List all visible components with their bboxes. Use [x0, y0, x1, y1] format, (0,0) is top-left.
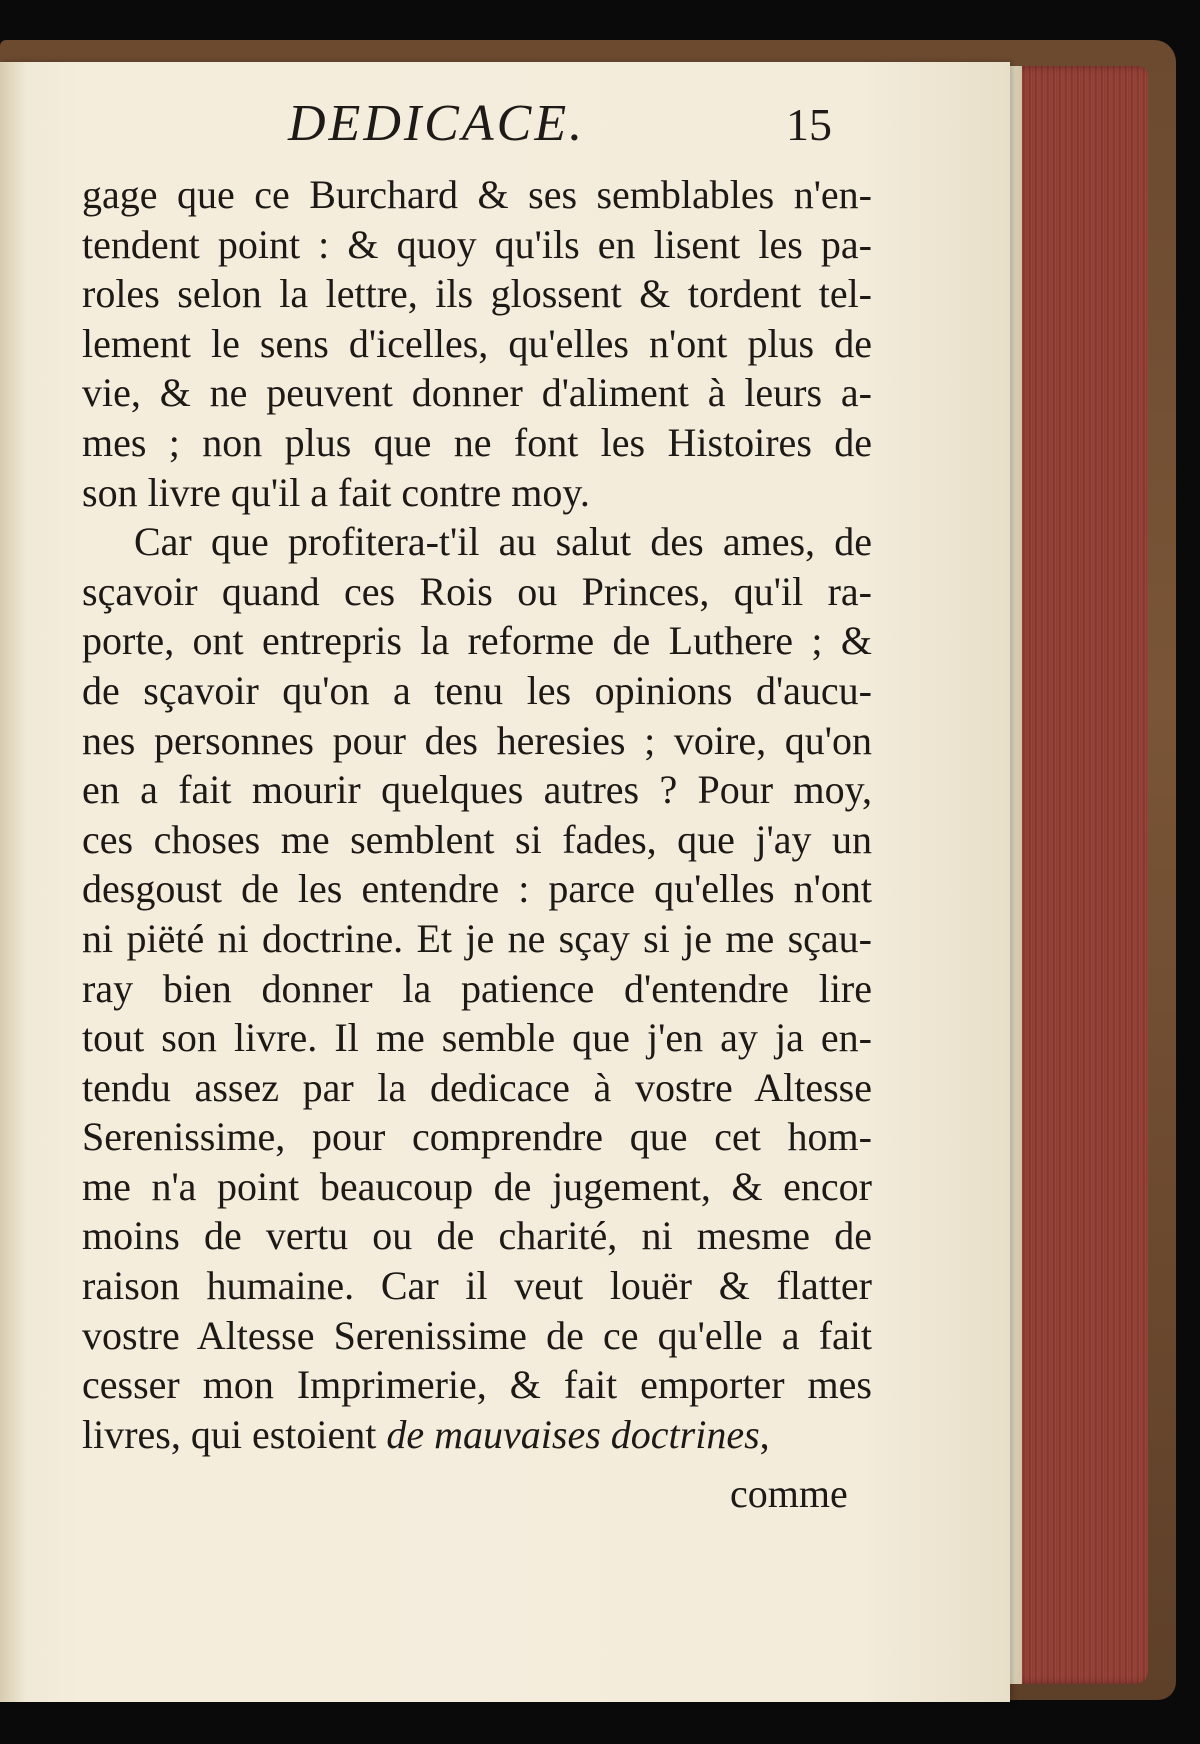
page-edges: [1008, 66, 1148, 1684]
text-line: tout son livre. Il me semble que j'en ay ja en-: [82, 1015, 872, 1061]
text-line: son livre qu'il a fait contre moy.: [82, 469, 590, 515]
text-line: de sçavoir qu'on a tenu les opinions d'aucu-: [82, 667, 872, 713]
text-line: me n'a point beaucoup de jugement, & encor: [82, 1163, 872, 1209]
text-line: gage que ce Burchard & ses semblables n'en-: [82, 172, 872, 217]
text-line: Car que profitera-t'il au salut des ames, de: [134, 519, 872, 565]
text-line: tendu assez par la dedicace à vostre Altesse: [82, 1064, 872, 1110]
book-page: [0, 62, 1010, 1702]
text-line: mes ; non plus que ne font les Histoires de: [82, 419, 872, 465]
text-line: roles selon la lettre, ils glossent & tordent tel-: [82, 271, 872, 317]
text-line: desgoust de les entendre : parce qu'elles n'ont: [82, 866, 872, 912]
running-head-title: DEDICACE.: [288, 95, 586, 152]
text-line: ni piëté ni doctrine. Et je ne sçay si je me sçau-: [82, 915, 872, 961]
text-line: vostre Altesse Serenissime de ce qu'elle a fait: [82, 1312, 872, 1358]
text-line: raison humaine. Car il veut louër & flatter: [82, 1263, 872, 1309]
text-line: Serenissime, pour comprendre que cet hom-: [82, 1114, 872, 1160]
text-line: ces choses me semblent si fades, que j'ay un: [82, 816, 872, 862]
text-line: tendent point : & quoy qu'ils en lisent les pa-: [82, 221, 872, 267]
text-line: vie, & ne peuvent donner d'aliment à leurs a-: [82, 370, 872, 416]
line-italic: de mauvaises doctrines: [386, 1411, 760, 1457]
running-head: [0, 94, 1010, 164]
text-line: cesser mon Imprimerie, & fait emporter mes: [82, 1362, 872, 1408]
text-block: [82, 170, 872, 1459]
text-line: ray bien donner la patience d'entendre lire: [82, 965, 872, 1011]
text-line: en a fait mourir quelques autres ? Pour moy,: [82, 767, 872, 813]
catchword: comme: [730, 1471, 848, 1516]
text-line: moins de vertu ou de charité, ni mesme de: [82, 1213, 872, 1259]
text-line-final: [82, 1410, 872, 1460]
line-roman: livres, qui estoient: [82, 1411, 387, 1457]
text-line: sçavoir quand ces Rois ou Princes, qu'il ra-: [82, 568, 872, 614]
text-line: lement le sens d'icelles, qu'elles n'ont plus de: [82, 320, 872, 366]
line-tail: ,: [759, 1411, 770, 1457]
text-line: porte, ont entrepris la reforme de Luthere ; &: [82, 618, 872, 664]
text-line: nes personnes pour des heresies ; voire, qu'on: [82, 717, 872, 763]
page-number: 15: [786, 99, 832, 150]
